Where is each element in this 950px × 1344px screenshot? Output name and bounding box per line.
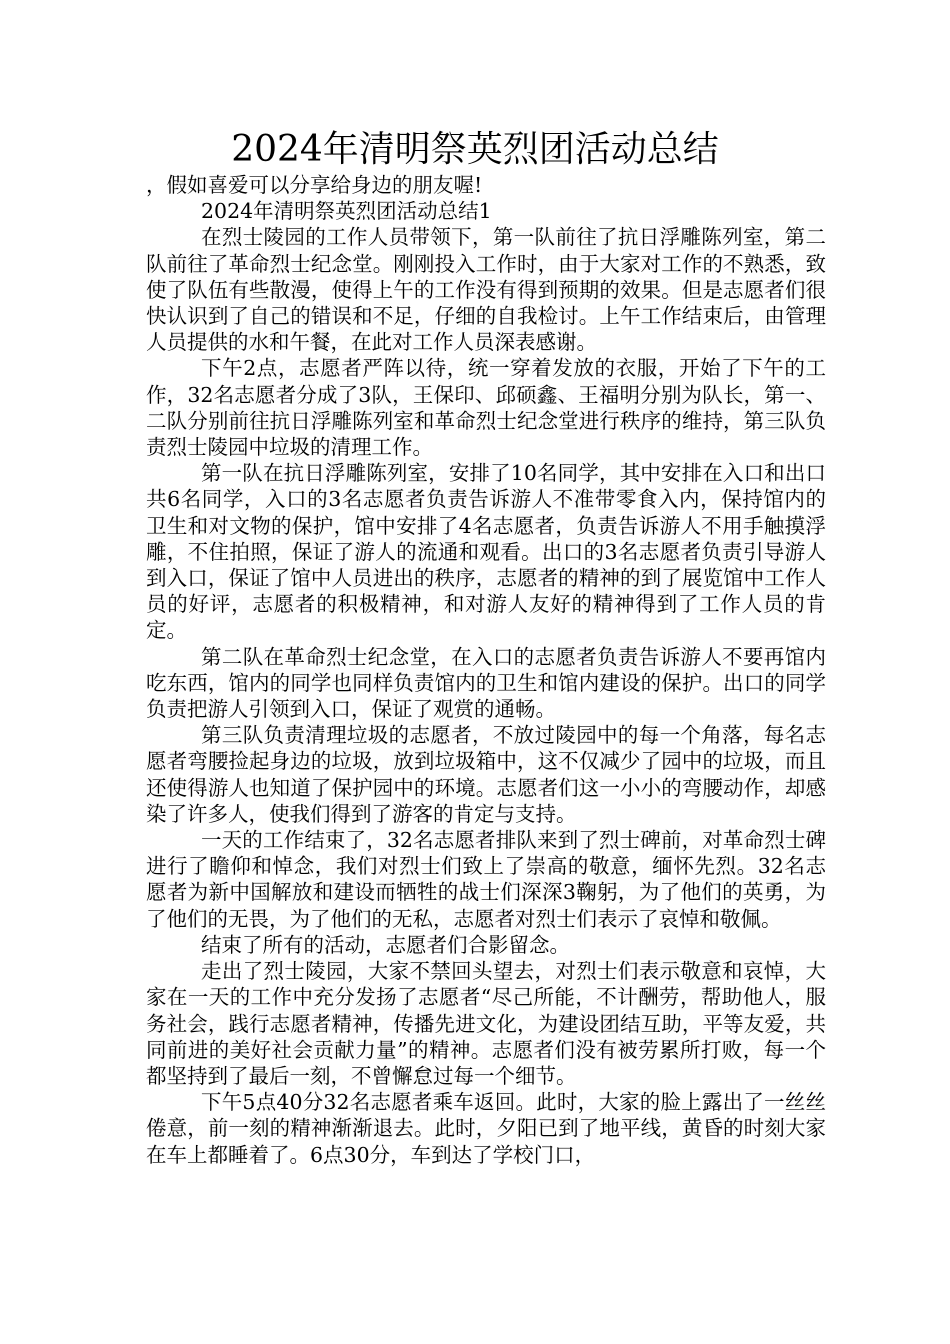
paragraph: 第一队在抗日浮雕陈列室，安排了10名同学，其中安排在入口和出口共6名同学，入口的3名志愿者负责告诉游人不准带零食入内，保持馆内的卫生和对文物的保护，馆中安排了4名志愿者，负责告诉游人不用手触摸浮雕，不住拍照，保证了游人的流通和观看。出口的3名志愿者负责引导游人到入口，保证了馆中人员进出的秩序，志愿者的精神的到了展览馆中工作人员的好评，志愿者的积极精神，和对游人友好的精神得到了工作人员的肯定。: [146, 461, 826, 643]
paragraph: 第二队在革命烈士纪念堂，在入口的志愿者负责告诉游人不要再馆内吃东西，馆内的同学也同样负责馆内的卫生和馆内建设的保护。出口的同学负责把游人引领到入口，保证了观赏的通畅。: [146, 644, 826, 722]
paragraph: 结束了所有的活动，志愿者们合影留念。: [201, 932, 570, 957]
paragraph: 走出了烈士陵园，大家不禁回头望去，对烈士们表示敬意和哀悼，大家在一天的工作中充分发扬了志愿者“尽己所能，不计酬劳，帮助他人，服务社会，践行志愿者精神，传播先进文化，为建设团结互助，平等友爱，共同前进的美好社会贡献力量”的精神。志愿者们没有被劳累所打败，每一个都坚持到了最后一刻，不曾懈怠过每一个细节。: [146, 959, 826, 1088]
paragraph: 第三队负责清理垃圾的志愿者，不放过陵园中的每一个角落，每名志愿者弯腰捡起身边的垃圾，放到垃圾箱中，这不仅减少了园中的垃圾，而且还使得游人也知道了保护园中的环境。志愿者们这一小小的弯腰动作，却感染了许多人，使我们得到了游客的肯定与支持。: [146, 723, 826, 826]
paragraph: 一天的工作结束了，32名志愿者排队来到了烈士碑前，对革命烈士碑进行了瞻仰和悼念，我们对烈士们致上了崇高的敬意，缅怀先烈。32名志愿者为新中国解放和建设而牺牲的战士们深深3鞠躬，为了他们的英勇，为了他们的无畏，为了他们的无私，志愿者对烈士们表示了哀悼和敬佩。: [146, 828, 826, 931]
paragraph: 在烈士陵园的工作人员带领下，第一队前往了抗日浮雕陈列室，第二队前往了革命烈士纪念堂。刚刚投入工作时，由于大家对工作的不熟悉，致使了队伍有些散漫，使得上午的工作没有得到预期的效果。但是志愿者们很快认识到了自己的错误和不足，仔细的自我检讨。上午工作结束后，由管理人员提供的水和午餐，在此对工作人员深表感谢。: [146, 225, 826, 355]
section-heading: 2024年清明祭英烈团活动总结1: [201, 199, 492, 224]
document-title: 2024年清明祭英烈团活动总结: [231, 129, 719, 170]
intro-line: ，假如喜爱可以分享给身边的朋友喔!: [146, 173, 483, 197]
document-body: [146, 172, 826, 1168]
paragraph: 下午5点40分32名志愿者乘车返回。此时，大家的脸上露出了一丝丝倦意，前一刻的精神渐渐退去。此时，夕阳已到了地平线，黄昏的时刻大家在车上都睡着了。6点30分，车到达了学校门口，: [146, 1090, 826, 1167]
paragraph: 下午2点，志愿者严阵以待，统一穿着发放的衣服，开始了下午的工作，32名志愿者分成了3队，王保印、邱硕鑫、王福明分别为队长，第一、二队分别前往抗日浮雕陈列室和革命烈士纪念堂进行秩序的维持，第三队负责烈士陵园中垃圾的清理工作。: [146, 356, 826, 460]
